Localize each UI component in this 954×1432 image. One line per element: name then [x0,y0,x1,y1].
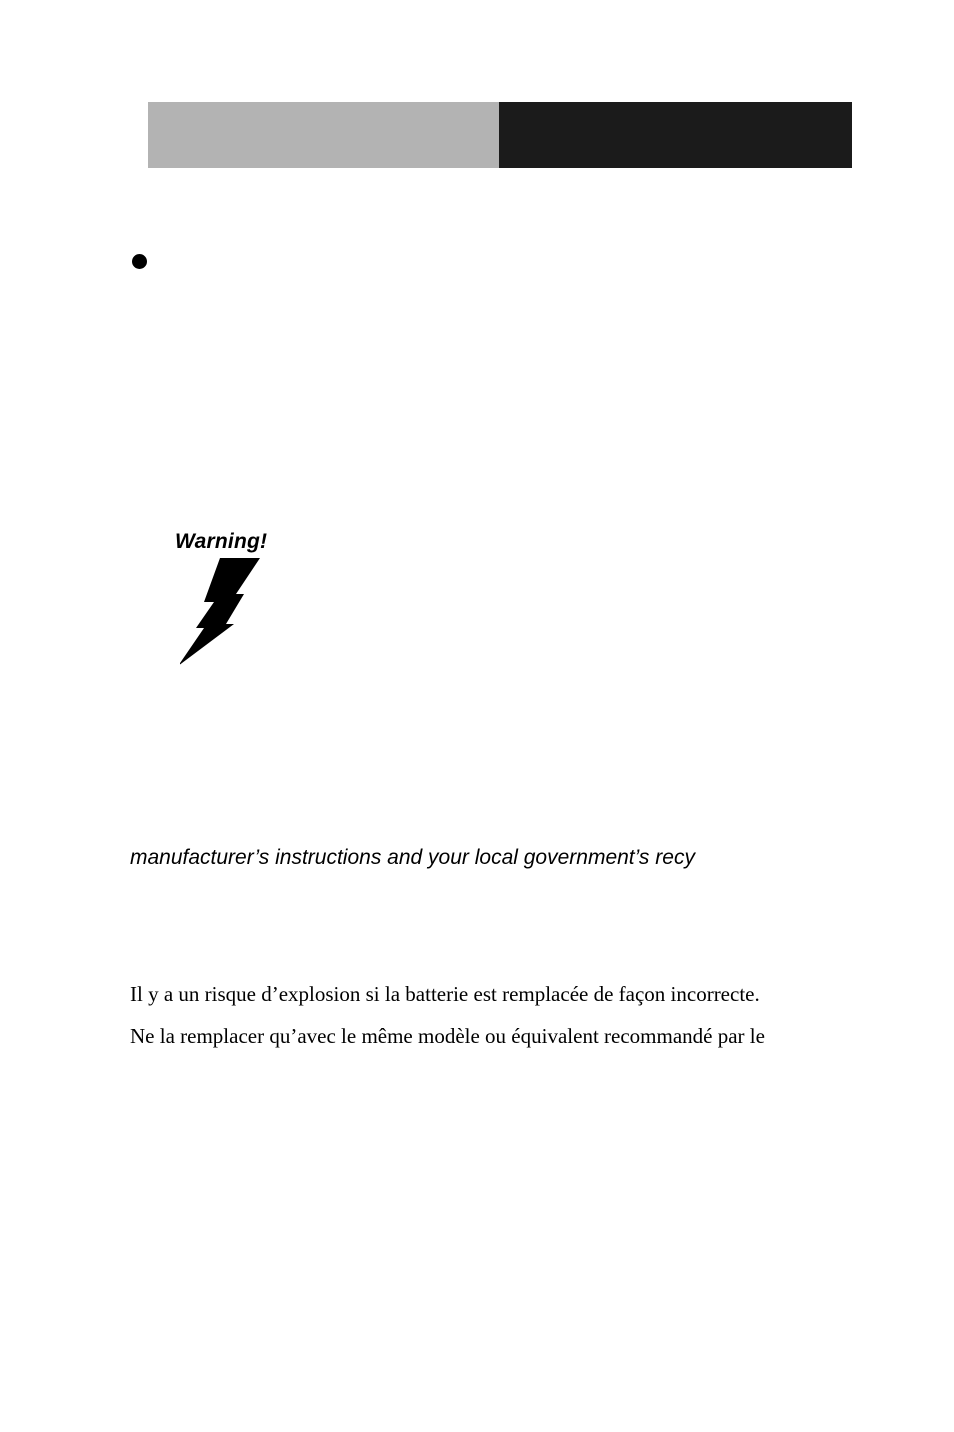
page-header-bar [148,102,852,168]
header-bar-right [499,102,852,168]
warning-label: Warning! [175,530,268,553]
english-battery-text: manufacturer’s instructions and your local government’s recy [130,846,695,869]
lightning-bolt-icon [180,558,260,668]
french-warning-line-1: Il y a un risque d’explosion si la batterie est remplacée de façon incorrecte. [130,982,760,1006]
bullet-point [132,254,147,269]
french-warning-line-2: Ne la remplacer qu’avec le même modèle ou équivalent recommandé par le [130,1024,765,1048]
header-bar-left [148,102,499,168]
warning-graphic [172,528,282,670]
